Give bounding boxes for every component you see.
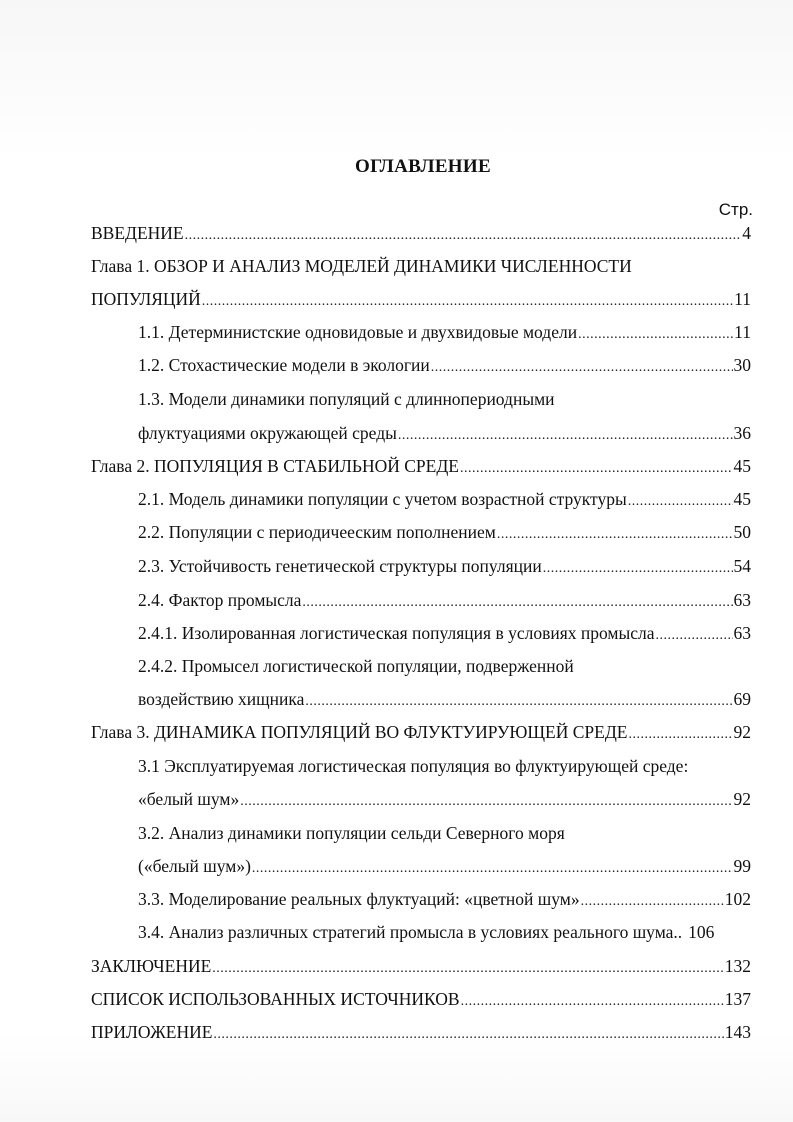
toc-entry-section-2-4[interactable] [138, 589, 751, 614]
toc-entry-text: Глава 3. ДИНАМИКА ПОПУЛЯЦИЙ ВО ФЛУКТУИРУЮЩЕЙ СРЕДЕ [91, 722, 628, 742]
toc-leader-dots [656, 625, 733, 647]
toc-entry-section-1-1[interactable] [138, 321, 751, 346]
toc-entry-text: «белый шум» [138, 789, 240, 809]
toc-page-number: 99 [733, 856, 751, 876]
toc-page-number: 45 [733, 456, 751, 476]
toc-entry-section-3-2-title[interactable] [138, 822, 751, 844]
toc-page-number: 11 [734, 322, 751, 342]
toc-entry-chapter-3[interactable] [91, 721, 751, 746]
toc-entry-text: СПИСОК ИСПОЛЬЗОВАННЫХ ИСТОЧНИКОВ [91, 989, 460, 1009]
toc-entry-chapter-2[interactable] [91, 455, 751, 480]
toc-page-number: 69 [733, 689, 751, 709]
toc-page-number: 36 [733, 423, 751, 443]
toc-entry-section-2-4-2[interactable] [138, 688, 751, 713]
toc-entry-text: 1.2. Стохастические модели в экологии [138, 355, 430, 375]
toc-entry-text: ПРИЛОЖЕНИЕ [91, 1022, 213, 1042]
toc-entry-section-2-4-1[interactable] [138, 622, 751, 647]
toc-page-number: 132 [724, 956, 751, 976]
toc-leader-dots [431, 357, 733, 379]
toc-page-number: 143 [724, 1022, 751, 1042]
toc-entry-text: 1.1. Детерминистские одновидовые и двухвидовые модели [138, 322, 578, 342]
toc-page-number: 63 [733, 623, 751, 643]
toc-entry-section-2-3[interactable] [138, 555, 751, 580]
toc-entry-text: воздействию хищника [138, 689, 305, 709]
toc-entry-section-1-3[interactable] [138, 422, 751, 447]
toc-entry-section-3-1[interactable] [138, 788, 751, 813]
toc-entry-appendix[interactable] [91, 1021, 751, 1046]
toc-entry-section-1-2[interactable] [138, 354, 751, 379]
toc-entry-text: 2.4. Фактор промысла [138, 590, 302, 610]
toc-page-number: 11 [734, 289, 751, 309]
toc-entry-section-3-3[interactable] [138, 888, 751, 913]
toc-leader-dots [305, 691, 732, 713]
toc-leader-dots [578, 324, 733, 346]
toc-leader-dots [628, 724, 732, 746]
toc-leader-dots [252, 858, 733, 880]
page-column-label: Стр. [718, 200, 753, 219]
toc-entry-text: ПОПУЛЯЦИЙ [91, 289, 201, 309]
toc-entry-conclusion[interactable] [91, 955, 751, 980]
toc-page-number: 92 [733, 789, 751, 809]
toc-entry-section-2-1[interactable] [138, 488, 751, 513]
toc-page-number: 54 [733, 556, 751, 576]
toc-page-number: 45 [733, 489, 751, 509]
toc-entry-text: флуктуациями окружающей среды [138, 423, 397, 443]
toc-entry-text: 3.3. Моделирование реальных флуктуаций: «цветной шум» [138, 889, 580, 909]
toc-leader-dots [543, 558, 733, 580]
toc-entry-text: 2.4.2. Промысел логистической популяции, подверженной [138, 656, 574, 676]
toc-leader-dots [213, 1024, 723, 1046]
toc-leader-dots [628, 491, 733, 513]
toc-page-number: 137 [724, 989, 751, 1009]
toc-page-number: 106 [688, 922, 715, 942]
toc-entry-text: Глава 2. ПОПУЛЯЦИЯ В СТАБИЛЬНОЙ СРЕДЕ [91, 456, 459, 476]
toc-entry-section-1-3-title[interactable] [138, 388, 751, 410]
toc-leader-dots [202, 291, 733, 313]
toc-entry-text: ЗАКЛЮЧЕНИЕ [91, 956, 212, 976]
toc-entry-introduction[interactable] [91, 222, 751, 247]
toc-entry-section-2-4-2-title[interactable] [138, 655, 751, 677]
toc-entry-text: 3.4. Анализ различных стратегий промысла в условиях реального шума.. [138, 922, 683, 942]
toc-leader-dots [212, 958, 723, 980]
toc-page-number: 30 [733, 355, 751, 375]
toc-entry-text: 3.2. Анализ динамики популяции сельди Северного моря [138, 823, 565, 843]
toc-leader-dots [461, 991, 724, 1013]
toc-entry-text: 2.3. Устойчивость генетической структуры популяции [138, 556, 542, 576]
toc-entry-chapter-1[interactable] [91, 288, 751, 313]
toc-leader-dots [240, 791, 732, 813]
toc-entry-text: 2.1. Модель динамики популяции с учетом возрастной структуры [138, 489, 627, 509]
page-title: ОГЛАВЛЕНИЕ [355, 156, 491, 177]
toc-entry-section-3-1-title[interactable] [138, 755, 751, 777]
toc-entry-text: («белый шум») [138, 856, 251, 876]
toc-entry-text: 2.4.1. Изолированная логистическая популяция в условиях промысла [138, 623, 655, 643]
toc-page-number: 63 [733, 590, 751, 610]
toc-leader-dots [398, 425, 733, 447]
toc-entry-section-2-2[interactable] [138, 521, 751, 546]
toc-entry-references[interactable] [91, 988, 751, 1013]
toc-entry-text: ВВЕДЕНИЕ [91, 223, 184, 243]
toc-leader-dots [302, 592, 732, 614]
toc-page-number: 50 [733, 522, 751, 542]
toc-entry-text: 2.2. Популяции с периодичееским пополнением [138, 522, 496, 542]
toc-page-number: 4 [742, 223, 751, 243]
toc-leader-dots [460, 458, 733, 480]
toc-entry-section-3-4[interactable] [138, 921, 751, 943]
toc-page-number: 92 [733, 722, 751, 742]
toc-entry-text: 1.3. Модели динамики популяций с длиннопериодными [138, 389, 555, 409]
toc-entry-section-3-2[interactable] [138, 855, 751, 880]
toc-leader-dots [581, 891, 724, 913]
toc-entry-text: Глава 1. ОБЗОР И АНАЛИЗ МОДЕЛЕЙ ДИНАМИКИ ЧИСЛЕННОСТИ [91, 256, 632, 276]
toc-page-number: 102 [724, 889, 751, 909]
toc-entry-text: 3.1 Эксплуатируемая логистическая популяция во флуктуирующей среде: [138, 756, 689, 776]
toc-leader-dots [185, 225, 742, 247]
toc-entry-chapter-1-title[interactable] [91, 255, 751, 277]
toc-leader-dots [497, 524, 733, 546]
